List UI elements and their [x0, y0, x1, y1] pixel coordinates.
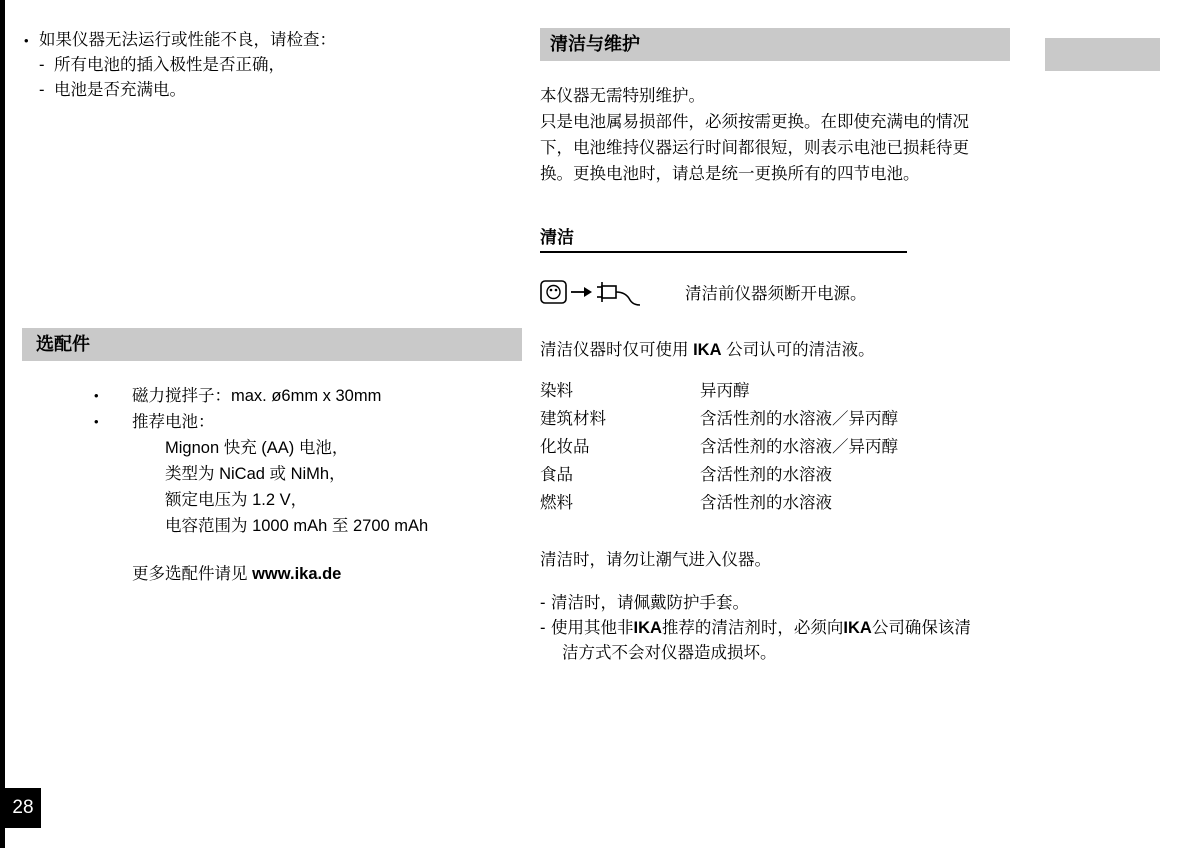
paragraph-line: 只是电池属易损部件，必须按需更换。在即使充满电的情况	[540, 113, 969, 131]
brand-ika: IKA	[843, 619, 872, 637]
page-number: 28	[5, 788, 41, 828]
battery-detail: Mignon 快充 (AA) 电池，	[165, 439, 349, 457]
maintenance-paragraph	[540, 83, 1170, 187]
paragraph-line: 本仪器无需特别维护。	[540, 87, 705, 105]
paragraph-line: 换。更换电池时，请总是统一更换所有的四节电池。	[540, 165, 920, 183]
other-agent-middle: 推荐的清洁剂时，必须向	[661, 619, 844, 637]
cleaning-subheading-wrap	[540, 227, 907, 253]
list-item	[540, 616, 1170, 641]
right-column	[540, 28, 1170, 666]
unplug-power-icon	[540, 275, 665, 309]
header-bar-stub	[1045, 38, 1160, 71]
material-cell: 燃料	[540, 494, 573, 512]
accessories-list	[22, 383, 522, 587]
material-cell: 化妆品	[540, 438, 590, 456]
material-cell: 建筑材料	[540, 410, 606, 428]
approved-cleaning-agents-note	[540, 337, 1170, 363]
material-cell: 食品	[540, 466, 573, 484]
battery-detail: 电容范围为 1000 mAh 至 2700 mAh	[165, 517, 429, 535]
other-agent-prefix: 使用其他非	[551, 619, 634, 637]
left-column	[22, 28, 522, 587]
list-item: • 推荐电池：	[22, 409, 522, 435]
cleaning-agents-table	[540, 379, 898, 519]
brand-ika: IKA	[633, 619, 662, 637]
unplug-warning-text: 清洁前仪器须断开电源。	[685, 285, 867, 303]
paragraph-line: 下，电池维持仪器运行时间都很短，则表示电池已损耗待更	[540, 139, 969, 157]
troubleshoot-list	[22, 28, 522, 103]
moisture-warning: 清洁时，请勿让潮气进入仪器。	[540, 551, 771, 569]
list-item: - 清洁时，请佩戴防护手套。	[540, 591, 1170, 616]
cleaning-subheading: 清洁	[540, 228, 574, 247]
ika-website-link[interactable]: www.ika.de	[252, 565, 342, 583]
battery-detail: 类型为 NiCad 或 NiMh，	[165, 465, 346, 483]
list-item: • 如果仪器无法运行或性能不良，请检查：	[22, 28, 522, 53]
table-row	[540, 491, 898, 519]
list-item: • 磁力搅拌子：max. ø6mm x 30mm	[22, 383, 522, 409]
cleaning-notes-list	[540, 591, 1170, 666]
table-row	[540, 463, 898, 491]
page-spine-bar	[0, 0, 5, 848]
material-cell: 染料	[540, 382, 573, 400]
approved-prefix: 清洁仪器时仅可使用	[540, 341, 694, 359]
brand-ika: IKA	[693, 341, 722, 359]
approved-suffix: 公司认可的清洁液。	[721, 341, 875, 359]
accessories-heading: 选配件	[22, 328, 522, 361]
more-accessories-note	[22, 561, 522, 587]
agent-cell: 含活性剂的水溶液／异丙醇	[700, 438, 898, 456]
table-row	[540, 379, 898, 407]
list-item-continuation: 洁方式不会对仪器造成损坏。	[562, 644, 777, 662]
other-agent-suffix: 公司确保该清	[871, 619, 971, 637]
agent-cell: 异丙醇	[700, 382, 750, 400]
maintenance-heading: 清洁与维护	[540, 28, 1010, 61]
table-row	[540, 407, 898, 435]
battery-detail: 额定电压为 1.2 V，	[165, 491, 308, 509]
agent-cell: 含活性剂的水溶液	[700, 466, 832, 484]
unplug-warning-row	[540, 275, 1170, 309]
more-accessories-prefix: 更多选配件请见	[132, 565, 253, 583]
list-item: - 电池是否充满电。	[22, 78, 522, 103]
table-row	[540, 435, 898, 463]
agent-cell: 含活性剂的水溶液	[700, 494, 832, 512]
list-item: - 所有电池的插入极性是否正确，	[22, 53, 522, 78]
agent-cell: 含活性剂的水溶液／异丙醇	[700, 410, 898, 428]
